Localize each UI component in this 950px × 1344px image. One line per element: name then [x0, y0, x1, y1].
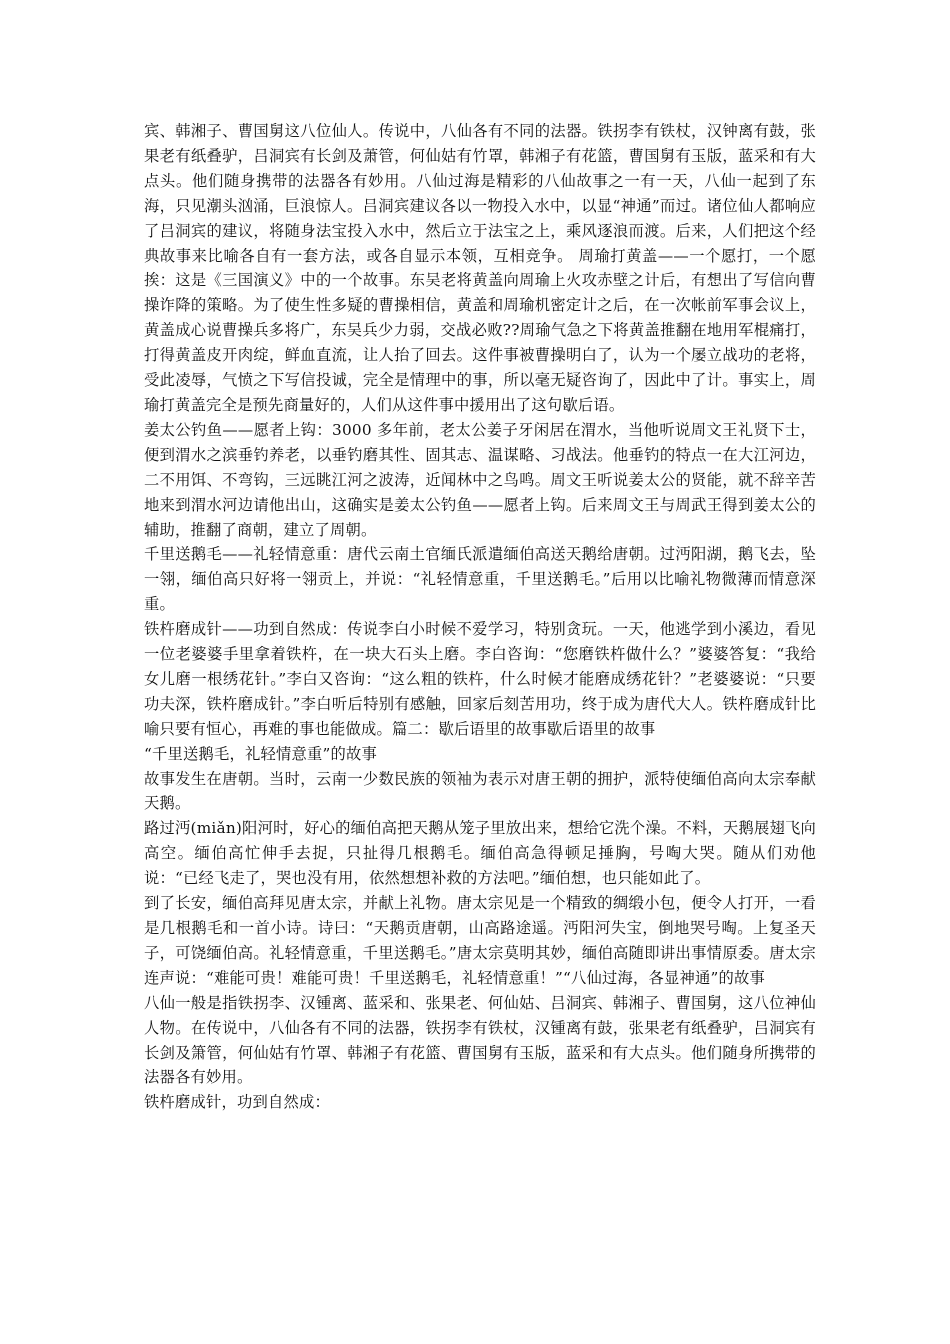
paragraph-eight-immortals: 八仙一般是指铁拐李、汉锺离、蓝采和、张果老、何仙姑、吕洞宾、韩湘子、曹国舅，这八位神仙人物。在传说中，八仙各有不同的法器，铁拐李有铁杖，汉锺离有鼓，张果老有纸叠驴，吕洞宾有长剑及箫管，何仙姑有竹罩、韩湘子有花篮、曹国舅有玉版，蓝采和有大点头。他们随身所携带的法器各有妙用。	[144, 993, 816, 1087]
paragraph-mianyang-river: 路过沔(miǎn)阳河时，好心的缅伯高把天鹅从笼子里放出来，想给它洗个澡。不料，天鹅展翅飞向高空。缅伯高忙伸手去捉，只扯得几根鹅毛。缅伯高急得顿足捶胸，号啕大哭。随从们劝他说：“已经飞走了，哭也没有用，依然想想补救的方法吧。”缅伯想，也只能如此了。	[144, 819, 816, 888]
paragraph-goose-feather: 千里送鹅毛——礼轻情意重：唐代云南土官缅氏派遣缅伯高送天鹅给唐朝。过沔阳湖，鹅飞去，坠一翎，缅伯高只好将一翎贡上，并说：“礼轻情意重，千里送鹅毛。”后用以比喻礼物微薄而情意深重。	[144, 545, 816, 614]
paragraph-jiang-taigong: 姜太公钓鱼——愿者上钩：3000 多年前，老太公姜子牙闲居在渭水，当他听说周文王礼贤下士，便到渭水之滨垂钓养老，以垂钓磨其性、固其志、温谋略、习战法。他垂钓的特点一在大江河边，二不用饵、不弯钩，三远眺江河之波涛，近闻林中之鸟鸣。周文王听说姜太公的贤能，就不辞辛苦地来到渭水河边请他出山，这确实是姜太公钓鱼——愿者上钩。后来周文王与周武王得到姜太公的辅助，推翻了商朝，建立了周朝。	[144, 420, 816, 539]
heading-goose-feather-story: “千里送鹅毛，礼轻情意重”的故事	[144, 744, 377, 763]
paragraph-iron-pestle-heading: 铁杵磨成针，功到自然成：	[144, 1093, 330, 1112]
paragraph-iron-pestle: 铁杵磨成针——功到自然成：传说李白小时候不爱学习，特别贪玩。一天，他逃学到小溪边，看见一位老婆婆手里拿着铁杵，在一块大石头上磨。李白咨询：“您磨铁杵做什么？”婆婆答复：“我给女儿磨一根绣花针。”李白又咨询：“这么粗的铁杵，什么时候才能磨成绣花针？”老婆婆说：“只要功夫深，铁杵磨成针。”李白听后特别有感触，回家后刻苦用功，终于成为唐代大人。铁杵磨成针比喻只要有恒心，再难的事也能做成。篇二：歇后语里的故事歇后语里的故事	[144, 620, 816, 738]
paragraph-eight-immortals-intro: 宾、韩湘子、曹国舅这八位仙人。传说中，八仙各有不同的法器。铁拐李有铁杖，汉钟离有鼓，张果老有纸叠驴，吕洞宾有长剑及萧管，何仙姑有竹罩，韩湘子有花篮，曹国舅有玉版，蓝采和有大点头。他们随身携带的法器各有妙用。八仙过海是精彩的八仙故事之一有一天，八仙一起到了东海，只见潮头汹涌，巨浪惊人。吕洞宾建议各以一物投入水中，以显“神通”而过。诸位仙人都响应了吕洞宾的建议，将随身法宝投入水中，然后立于法宝之上，乘风逐浪而渡。后来，人们把这个经典故事来比喻各自有一套方法，或各自显示本领，互相竞争。 周瑜打黄盖——一个愿打，一个愿挨：这是《三国演义》中的一个故事。东吴老将黄盖向周瑜上火攻赤壁之计后，有想出了写信向曹操诈降的策略。为了使生性多疑的曹操相信，黄盖和周瑜机密定计之后，在一次帐前军事会议上，黄盖成心说曹操兵多将广，东吴兵少力弱，交战必败??周瑜气急之下将黄盖推翻在地用军棍痛打，打得黄盖皮开肉绽，鲜血直流，让人抬了回去。这件事被曹操明白了，认为一个屡立战功的老将，受此凌辱，气愤之下写信投诚，完全是情理中的事，所以毫无疑咨询了，因此中了计。事实上，周瑜打黄盖完全是预先商量好的，人们从这件事中援用出了这句歇后语。	[144, 122, 816, 414]
paragraph-changan: 到了长安，缅伯高拜见唐太宗，并献上礼物。唐太宗见是一个精致的绸缎小包，便令人打开，一看是几根鹅毛和一首小诗。诗曰：“天鹅贡唐朝，山高路途遥。沔阳河失宝，倒地哭号啕。上复圣天子，可饶缅伯高。礼轻情意重，千里送鹅毛。”唐太宗莫明其妙，缅伯高随即讲出事情原委。唐太宗连声说：“难能可贵！难能可贵！千里送鹅毛，礼轻情意重！”“八仙过海，各显神通”的故事	[144, 894, 816, 987]
document-page	[144, 119, 816, 1115]
paragraph-tang-story-start: 故事发生在唐朝。当时，云南一少数民族的领袖为表示对唐王朝的拥护，派特使缅伯高向太宗奉献天鹅。	[144, 769, 816, 813]
